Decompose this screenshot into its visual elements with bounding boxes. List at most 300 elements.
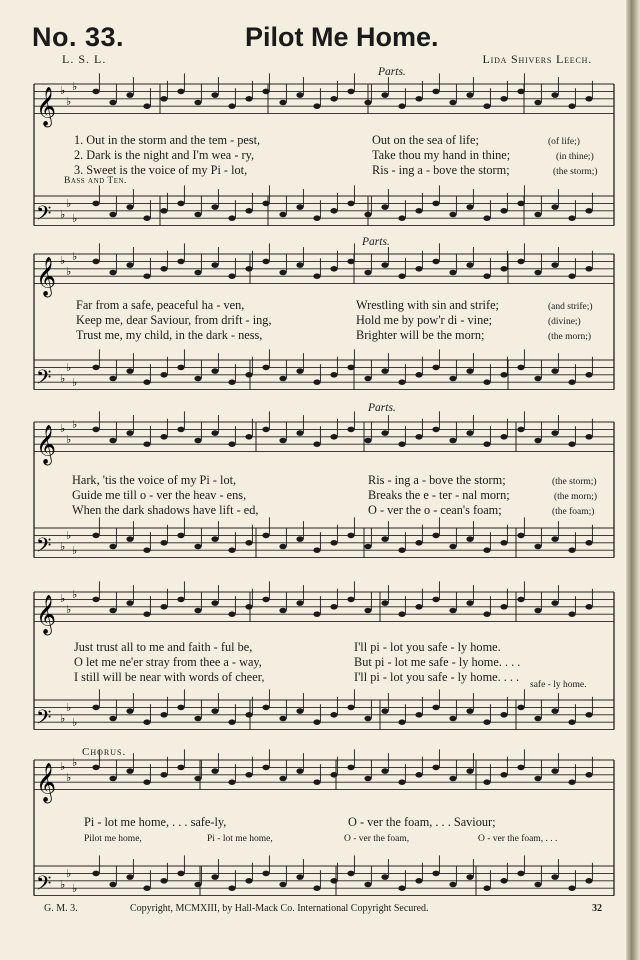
note-head [432,201,439,207]
note-head [568,103,575,109]
treble-clef: 𝄞 [36,86,57,127]
note-head [381,430,388,436]
note-head [211,368,218,374]
note-head [551,708,558,714]
note-head [245,878,252,884]
note-head [313,547,320,553]
note-head [568,215,575,221]
lyric-echo: (the morn;) [548,332,592,342]
note-head [398,779,405,785]
flat-sign: ♭ [66,197,72,210]
note-head [585,540,592,546]
hymn-title: Pilot Me Home. [245,22,439,52]
note-head [194,212,201,218]
note-head [568,719,575,725]
flat-sign: ♭ [72,544,78,557]
note-head [568,379,575,385]
flat-sign: ♭ [66,95,72,108]
note-head [313,719,320,725]
note-head [177,259,184,265]
note-head [347,201,354,207]
note-head [160,266,167,272]
note-head [330,372,337,378]
note-head [585,434,592,440]
note-head [160,540,167,546]
note-head [262,365,269,371]
parts-marking: Parts. [368,402,396,414]
note-head [211,600,218,606]
note-head [279,716,286,722]
note-head [449,608,456,614]
note-head [126,430,133,436]
note-head [143,441,150,447]
chorus-bass-lyric: O - ver the foam, . . . [478,834,558,844]
note-head [500,434,507,440]
note-head [279,100,286,106]
note-head [262,259,269,265]
note-head [194,608,201,614]
note-head [415,372,422,378]
note-head [551,874,558,880]
note-head [177,427,184,433]
note-head [262,427,269,433]
flat-sign: ♭ [72,376,78,389]
note-head [279,776,286,782]
lyric-line: Just trust all to me and faith - ful be, [74,640,253,654]
note-head [517,705,524,711]
note-head [381,536,388,542]
note-head [109,100,116,106]
note-head [313,441,320,447]
lyric-line: I'll pi - lot you safe - ly home. [354,640,501,654]
note-head [92,705,99,711]
flat-sign: ♭ [72,588,78,601]
lyric-line: Hark, 'tis the voice of my Pi - lot, [72,473,237,487]
note-head [126,536,133,542]
note-head [534,608,541,614]
flat-sign: ♭ [72,80,78,93]
note-head [466,430,473,436]
flat-sign: ♭ [66,603,72,616]
note-head [585,772,592,778]
note-head [177,597,184,603]
note-head [347,871,354,877]
note-head [432,259,439,265]
note-head [177,705,184,711]
note-head [92,871,99,877]
note-head [517,365,524,371]
note-head [347,365,354,371]
note-head [466,708,473,714]
words-credit: L. S. L. [62,52,107,66]
note-head [381,262,388,268]
note-head [279,270,286,276]
note-head [347,427,354,433]
note-head [585,372,592,378]
flat-sign: ♭ [72,756,78,769]
note-head [381,92,388,98]
note-head [245,604,252,610]
note-head [534,376,541,382]
note-head [381,708,388,714]
chorus-bass-lyric: O - ver the foam, [344,834,410,844]
note-head [517,765,524,771]
note-head [211,204,218,210]
note-head [92,259,99,265]
note-head [381,874,388,880]
note-head [177,765,184,771]
note-head [534,212,541,218]
flat-sign: ♭ [60,84,66,97]
note-head [143,215,150,221]
note-head [500,604,507,610]
note-head [551,536,558,542]
note-head [551,204,558,210]
note-head [92,89,99,95]
chorus-lyric: Pi - lot me home, . . . safe-ly, [84,815,227,829]
book-code: G. M. 3. [44,903,78,914]
lyric-line: O let me ne'er stray from thee a - way, [74,655,262,669]
note-head [109,716,116,722]
note-head [92,201,99,207]
note-head [211,430,218,436]
note-head [449,212,456,218]
note-head [126,204,133,210]
note-head [92,765,99,771]
note-head [551,92,558,98]
lyric-line: Breaks the e - ter - nal morn; [368,488,510,502]
note-head [347,89,354,95]
note-head [415,604,422,610]
flat-sign: ♭ [60,712,66,725]
flat-sign: ♭ [60,878,66,891]
note-head [279,376,286,382]
flat-sign: ♭ [66,701,72,714]
note-head [160,878,167,884]
note-head [228,273,235,279]
note-head [126,768,133,774]
note-head [160,604,167,610]
note-head [568,779,575,785]
note-head [109,438,116,444]
note-head [415,434,422,440]
note-head [92,427,99,433]
note-head [466,874,473,880]
note-head [449,100,456,106]
note-head [296,874,303,880]
note-head [483,103,490,109]
flat-sign: ♭ [66,529,72,542]
lyric-line: Guide me till o - ver the heav - ens, [72,488,247,502]
note-head [296,536,303,542]
flat-sign: ♭ [60,760,66,773]
note-head [585,208,592,214]
note-head [517,89,524,95]
note-head [551,768,558,774]
note-head [143,779,150,785]
note-head [466,262,473,268]
note-head [279,882,286,888]
bass-clef: 𝄢 [36,201,52,230]
note-head [211,92,218,98]
bass-clef: 𝄢 [36,365,52,394]
note-head [466,368,473,374]
chorus-lyric: O - ver the foam, . . . Saviour; [348,815,496,829]
note-head [415,712,422,718]
note-head [466,600,473,606]
note-head [568,547,575,553]
note-head [483,611,490,617]
book-spine-edge [626,0,640,960]
note-head [534,100,541,106]
note-head [313,379,320,385]
note-head [330,96,337,102]
note-head [517,427,524,433]
note-head [228,441,235,447]
note-head [296,768,303,774]
note-head [143,547,150,553]
lyric-line: Far from a safe, peaceful ha - ven, [76,298,245,312]
lyric-line: Ris - ing a - bove the storm; [368,473,506,487]
note-head [551,600,558,606]
note-head [398,379,405,385]
note-head [177,365,184,371]
note-head [398,611,405,617]
note-head [262,89,269,95]
note-head [245,540,252,546]
note-head [245,266,252,272]
note-head [432,705,439,711]
note-head [568,273,575,279]
note-head [398,719,405,725]
note-head [449,270,456,276]
note-head [143,273,150,279]
note-head [160,712,167,718]
note-head [262,533,269,539]
note-head [109,608,116,614]
note-head [245,772,252,778]
note-head [228,719,235,725]
note-head [296,262,303,268]
flat-sign: ♭ [60,540,66,553]
note-head [109,882,116,888]
flat-sign: ♭ [60,422,66,435]
flat-sign: ♭ [66,265,72,278]
note-head [500,266,507,272]
hymn-number: No. 33. [32,22,125,52]
note-head [347,533,354,539]
flat-sign: ♭ [66,771,72,784]
note-head [160,434,167,440]
note-head [500,372,507,378]
note-head [160,772,167,778]
note-head [279,212,286,218]
note-head [177,201,184,207]
note-head [534,544,541,550]
note-head [313,611,320,617]
note-head [160,372,167,378]
note-head [228,885,235,891]
flat-sign: ♭ [60,208,66,221]
note-head [398,273,405,279]
note-head [313,779,320,785]
note-head [568,441,575,447]
note-head [415,878,422,884]
bass-clef: 𝄢 [36,871,52,900]
lyric-echo: (and strife;) [548,302,593,312]
note-head [585,96,592,102]
treble-clef: 𝄞 [36,594,57,635]
note-head [296,430,303,436]
note-head [449,882,456,888]
note-head [194,716,201,722]
note-head [211,874,218,880]
note-head [262,201,269,207]
note-head [534,776,541,782]
note-head [211,262,218,268]
note-head [262,597,269,603]
lyric-echo: safe - ly home. [530,680,587,690]
note-head [245,208,252,214]
page-number: 32 [592,903,602,914]
lyric-line: I'll pi - lot you safe - ly home. . . . [354,670,520,684]
note-head [330,266,337,272]
note-head [177,533,184,539]
note-head [347,705,354,711]
note-head [500,772,507,778]
note-head [381,600,388,606]
note-head [432,427,439,433]
note-head [432,89,439,95]
flat-sign: ♭ [66,867,72,880]
note-head [194,438,201,444]
note-head [262,765,269,771]
lyric-line: I still will be near with words of cheer, [74,670,265,684]
note-head [398,103,405,109]
note-head [279,438,286,444]
lyric-echo: (of life;) [548,137,580,147]
lyric-line: 1. Out in the storm and the tem - pest, [74,133,261,147]
note-head [364,212,371,218]
note-head [143,885,150,891]
note-head [381,368,388,374]
note-head [194,544,201,550]
note-head [585,878,592,884]
note-head [517,259,524,265]
note-head [534,882,541,888]
note-head [500,712,507,718]
note-head [466,768,473,774]
note-head [585,712,592,718]
note-head [449,544,456,550]
note-head [449,776,456,782]
note-head [177,89,184,95]
note-head [313,215,320,221]
note-head [245,96,252,102]
note-head [313,273,320,279]
note-head [92,597,99,603]
lyric-line: When the dark shadows have lift - ed, [72,503,259,517]
copyright-notice: Copyright, MCMXIII, by Hall-Mack Co. International Copyright Secured. [130,903,429,914]
chorus-bass-lyric: Pilot me home, [84,834,142,844]
note-head [126,708,133,714]
note-head [330,604,337,610]
note-head [143,103,150,109]
lyric-line: Wrestling with sin and strife; [356,298,499,312]
lyric-echo: (the storm;) [553,167,598,177]
note-head [568,611,575,617]
note-head [347,765,354,771]
lyric-echo: (divine;) [548,317,581,327]
note-head [534,270,541,276]
note-head [211,768,218,774]
note-head [109,544,116,550]
note-head [126,368,133,374]
note-head [126,600,133,606]
note-head [415,540,422,546]
treble-clef: 𝄞 [36,424,57,465]
note-head [398,547,405,553]
bass-clef: 𝄢 [36,705,52,734]
note-head [415,772,422,778]
note-head [296,600,303,606]
note-head [534,716,541,722]
note-head [109,270,116,276]
note-head [194,376,201,382]
note-head [347,597,354,603]
note-head [500,878,507,884]
note-head [398,441,405,447]
note-head [228,611,235,617]
note-head [296,92,303,98]
note-head [483,379,490,385]
note-head [194,882,201,888]
note-head [330,878,337,884]
note-head [92,365,99,371]
note-head [483,547,490,553]
flat-sign: ♭ [72,716,78,729]
note-head [194,270,201,276]
flat-sign: ♭ [72,418,78,431]
note-head [211,708,218,714]
note-head [109,776,116,782]
note-head [415,208,422,214]
note-head [245,434,252,440]
note-head [160,208,167,214]
note-head [449,376,456,382]
note-head [143,379,150,385]
note-head [381,204,388,210]
note-head [313,103,320,109]
note-head [500,208,507,214]
note-head [551,368,558,374]
note-head [228,547,235,553]
lyric-echo: (in thine;) [556,152,594,162]
note-head [364,716,371,722]
chorus-bass-lyric: Pi - lot me home, [207,834,273,844]
note-head [364,882,371,888]
note-head [194,776,201,782]
parts-marking: Parts. [362,236,390,248]
lyric-line: Ris - ing a - bove the storm; [372,163,510,177]
note-head [313,885,320,891]
lyric-echo: (the foam;) [552,507,595,517]
note-head [228,379,235,385]
note-head [415,266,422,272]
note-head [517,533,524,539]
note-head [347,259,354,265]
note-head [330,434,337,440]
